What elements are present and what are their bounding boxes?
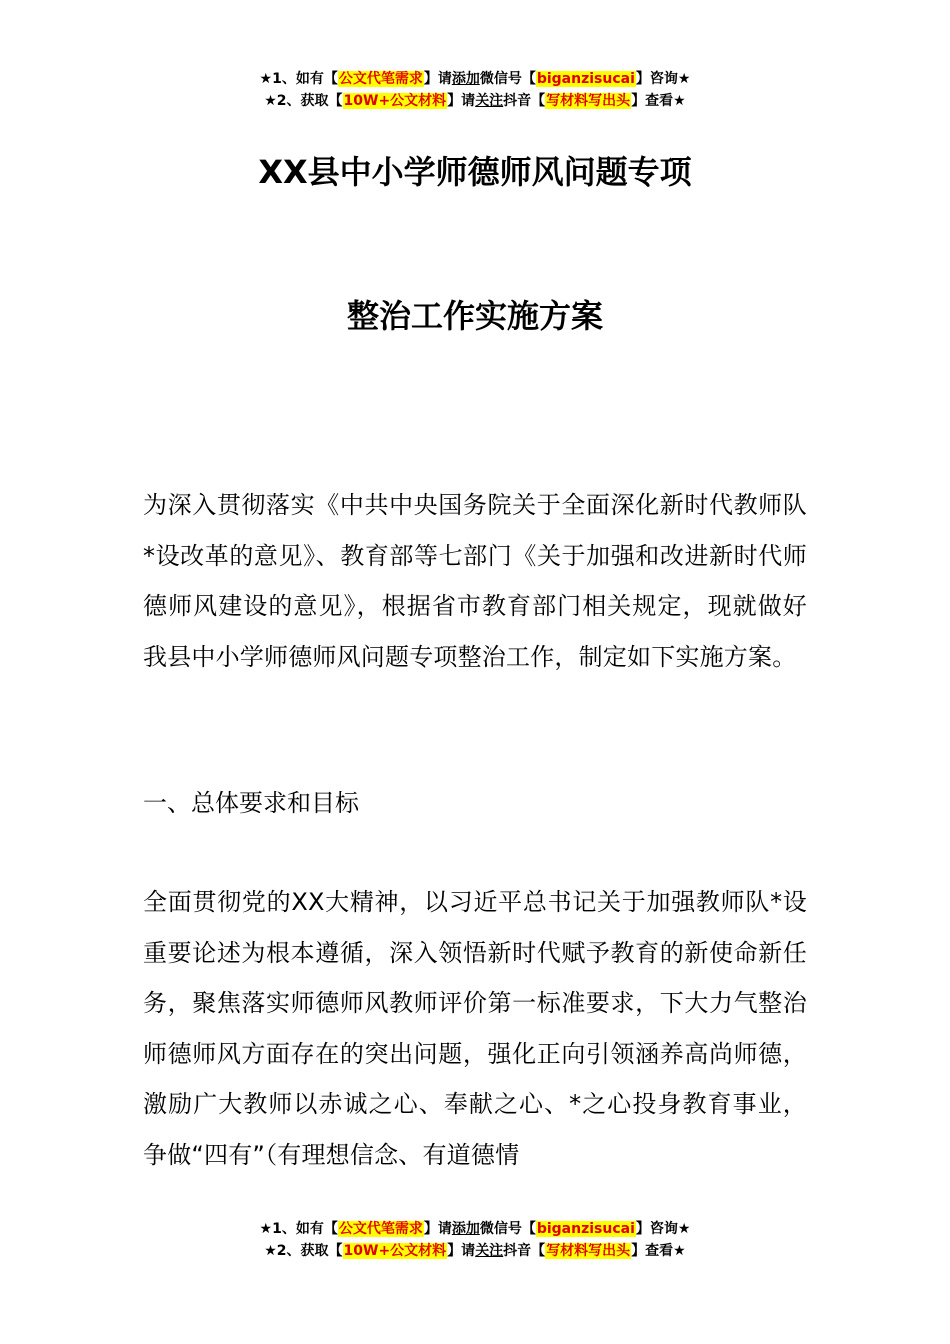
promo-text: 微信号【 xyxy=(479,71,536,87)
promo-highlight: 公文代笔需求 xyxy=(338,71,423,87)
promo-line-1 xyxy=(0,68,950,90)
promo-highlight: biganzisucai xyxy=(536,71,635,87)
promo-text: 】请 xyxy=(447,93,476,109)
section-heading-1: 一、总体要求和目标 xyxy=(143,789,359,817)
document-title-line-1: XX县中小学师德师风问题专项 xyxy=(258,153,692,191)
promo-line-2 xyxy=(0,1240,950,1262)
promo-underline: 添加 xyxy=(451,71,480,87)
promo-highlight: 写材料写出头 xyxy=(546,93,631,109)
promo-text: 】请 xyxy=(447,1243,476,1259)
promo-highlight: 10W+公文材料 xyxy=(343,1243,447,1259)
promo-text: ★1、如有【 xyxy=(259,1221,338,1237)
promo-text: 】咨询★ xyxy=(635,1221,691,1237)
promo-text: 抖音【 xyxy=(503,93,546,109)
promo-underline: 添加 xyxy=(451,1221,480,1237)
promo-banner-bottom xyxy=(0,1218,950,1262)
promo-highlight: 写材料写出头 xyxy=(546,1243,631,1259)
promo-line-2 xyxy=(0,90,950,112)
promo-highlight: 公文代笔需求 xyxy=(338,1221,423,1237)
section-1-paragraph: 全面贯彻党的XX大精神，以习近平总书记关于加强教师队*设重要论述为根本遵循，深入领悟新时代赋予教育的新使命新任务，聚焦落实师德师风教师评价第一标准要求，下大力气整治师德师风方面存在的突出问题，强化正向引领涵养高尚师德，激励广大教师以赤诚之心、奉献之心、*之心投身教育事业，争做“四有”（有理想信念、有道德情 xyxy=(143,888,807,1169)
promo-text: 】请 xyxy=(423,71,452,87)
document-title-line-2: 整治工作实施方案 xyxy=(346,297,603,335)
promo-text: 】咨询★ xyxy=(635,71,691,87)
promo-highlight: 10W+公文材料 xyxy=(343,93,447,109)
promo-underline: 关注 xyxy=(475,1243,504,1259)
intro-paragraph: 为深入贯彻落实《中共中央国务院关于全面深化新时代教师队*设改革的意见》、教育部等七部门《关于加强和改进新时代师德师风建设的意见》，根据省市教育部门相关规定，现就做好我县中小学师德师风问题专项整治工作，制定如下实施方案。 xyxy=(143,491,807,671)
promo-highlight: biganzisucai xyxy=(536,1221,635,1237)
promo-text: 】请 xyxy=(423,1221,452,1237)
promo-text: ★2、获取【 xyxy=(264,93,343,109)
promo-text: 】查看★ xyxy=(631,1243,686,1259)
promo-text: ★2、获取【 xyxy=(264,1243,343,1259)
promo-text: 抖音【 xyxy=(503,1243,546,1259)
promo-banner-top xyxy=(0,68,950,112)
promo-text: 微信号【 xyxy=(479,1221,536,1237)
promo-line-1 xyxy=(0,1218,950,1240)
promo-text: 】查看★ xyxy=(631,93,686,109)
promo-text: ★1、如有【 xyxy=(259,71,338,87)
promo-underline: 关注 xyxy=(475,93,504,109)
